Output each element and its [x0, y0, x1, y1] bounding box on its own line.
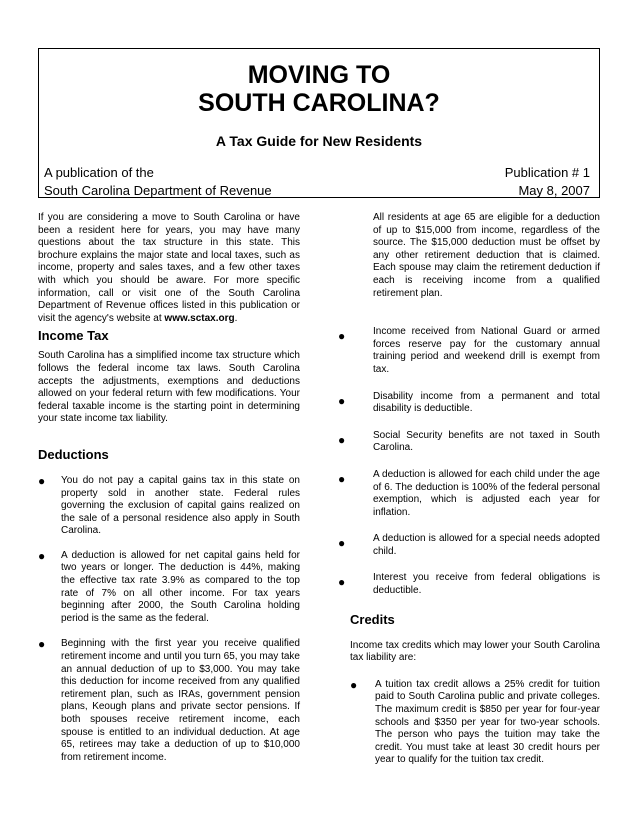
deduction-item-text: A deduction is allowed for each child under the age of 6. The deduction is 100% of the federal personal exemption, which is adjusted each year for inflation.	[373, 468, 600, 518]
publication-number: Publication # 1	[504, 165, 590, 180]
age-65-paragraph: All residents at age 65 are eligible for a deduction of up to $15,000 from income, regardless of the source. The $15,000 deduction must be offset by any other retirement deduction that is claimed. Each spouse may claim the retirement deduction if each is receiving income from a qualified retirement plan.	[373, 212, 600, 299]
intro-text: If you are considering a move to South Carolina or have been a resident here for years, you may have many questions about the tax structure in this state. This brochure explains the major state and local taxes, such as income, property and sales taxes, and a few other taxes with which you should be aware. For more specific information, call or visit one of the South Carolina Department of Revenue offices listed in this publication or visit the agency's website at	[38, 212, 300, 324]
deduction-item-text: Income received from National Guard or armed forces reserve pay for the customary annual training period and weekend drill is exempt from tax.	[373, 326, 600, 375]
deduction-item-3	[38, 638, 300, 764]
deduction-item-1	[38, 475, 300, 538]
income-tax-heading: Income Tax	[38, 328, 109, 344]
bullet-icon: ●	[338, 575, 346, 590]
deduction-item-4	[338, 326, 600, 376]
page-subtitle: A Tax Guide for New Residents	[215, 133, 423, 149]
header-box	[38, 48, 600, 198]
publication-date: May 8, 2007	[518, 183, 590, 198]
deduction-item-7	[338, 468, 600, 519]
deductions-heading: Deductions	[38, 446, 109, 462]
deduction-item-text: A deduction is allowed for a special needs adopted child.	[373, 533, 600, 557]
deduction-item-9	[338, 572, 600, 597]
title-line-2: SOUTH CAROLINA?	[198, 89, 440, 117]
bullet-icon: ●	[338, 432, 346, 447]
deduction-item-8	[338, 533, 600, 558]
deduction-item-text: Beginning with the first year you receive qualified retirement income and until you turn 65, you may take an annual deduction of up to $3,000. You may take this deduction for income received from any qualified retirement plan, such as IRAs, government pension plans, Keough plans and private sector pensions. If both spouses receive retirement income, each spouse is entitled to an individual deduction. At age 65, retirees may take a deduction of up to $10,000 from retirement income.	[61, 638, 300, 763]
left-column	[38, 212, 300, 764]
bullet-icon: ●	[338, 329, 346, 344]
intro-tail: .	[234, 312, 238, 324]
bullet-icon: ●	[38, 548, 46, 563]
deduction-item-text: Disability income from a permanent and total disability is deductible.	[373, 390, 600, 415]
bullet-icon: ●	[338, 536, 346, 551]
bullet-icon: ●	[350, 677, 358, 692]
bullet-icon: ●	[38, 473, 46, 488]
intro-paragraph	[38, 212, 300, 325]
right-column	[338, 212, 600, 767]
publication-info	[505, 164, 590, 200]
publisher-info	[44, 164, 272, 200]
deduction-item-2	[38, 550, 300, 626]
bullet-icon: ●	[338, 471, 346, 486]
page-title	[39, 61, 599, 117]
income-tax-paragraph: South Carolina has a simplified income tax structure which follows the federal income tax laws. South Carolina accepts the adjustments, exemptions and deductions allowed on your federal return with few modifications. Your federal taxable income is the starting point in determining your state income tax liability.	[38, 350, 300, 425]
deduction-item-text: You do not pay a capital gains tax in this state on property sold in another state. Federal rules governing the exclusion of capital gains realized on the sale of a personal residence also apply in South Carolina.	[61, 474, 300, 537]
website-link[interactable]: www.sctax.org	[164, 312, 235, 324]
deduction-item-6	[338, 429, 600, 455]
credit-item-1	[350, 679, 600, 767]
publisher-line-2: South Carolina Department of Revenue	[44, 183, 272, 198]
bullet-icon: ●	[38, 637, 46, 652]
deduction-item-text: A deduction is allowed for net capital gains held for two years or longer. The deduction is 44%, making the effective tax rate 3.9% as compared to the top rate of 7% on all other income. For tax years beginning after 2000, the South Carolina holding period is the same as the federal.	[61, 549, 300, 624]
deduction-item-5	[338, 390, 600, 416]
credits-intro: Income tax credits which may lower your South Carolina tax liability are:	[350, 639, 600, 664]
deduction-item-text: Social Security benefits are not taxed in South Carolina.	[373, 429, 600, 454]
credit-item-text: A tuition tax credit allows a 25% credit for tuition paid to South Carolina public and private colleges. The maximum credit is $850 per year for four-year schools and $350 per year for two-year schools. The person who pays the tuition may take the credit. You must take at least 30 credit hours per year to qualify for the tuition tax credit.	[375, 678, 600, 766]
title-line-1: MOVING TO	[247, 61, 391, 89]
credits-heading: Credits	[350, 611, 395, 627]
bullet-icon: ●	[338, 393, 346, 408]
deduction-item-text: Interest you receive from federal obligations is deductible.	[373, 572, 600, 597]
publisher-line-1: A publication of the	[44, 165, 154, 180]
